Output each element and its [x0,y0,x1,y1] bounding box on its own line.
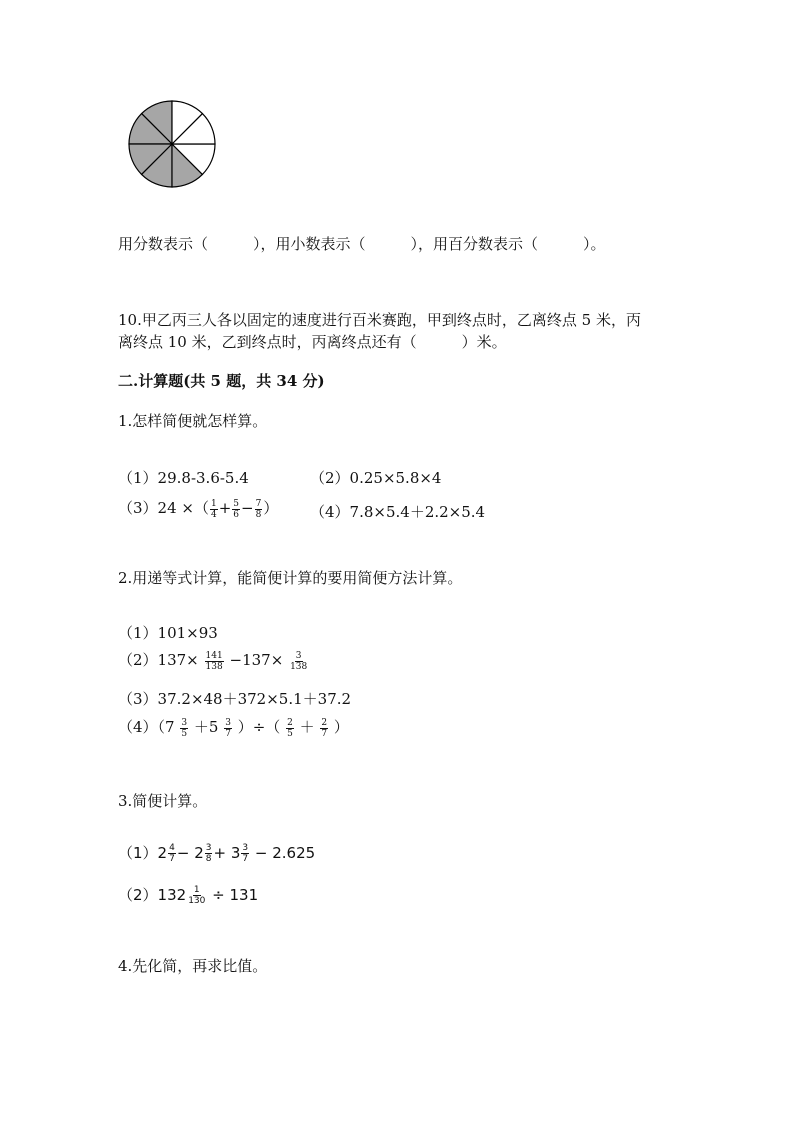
p2-item1: （1）101×93 [118,624,218,642]
p1-title: 1.怎样简便就怎样算。 [118,412,268,430]
p3-title: 3.简便计算。 [118,792,208,810]
p1-item2: （2）0.25×5.8×4 [310,469,442,487]
section2-title: 二.计算题(共 5 题，共 34 分) [118,372,325,390]
p2-item2: （2）137× $\frac{141}{138}$ −137× $\frac{3}{138}$ [118,650,308,672]
p4-title: 4.先化简，再求比值。 [118,957,268,975]
q10-line1: 10.甲乙丙三人各以固定的速度进行百米赛跑，甲到终点时，乙离终点 5 米，丙 [118,311,641,329]
p2-item4: （4）（7 $\frac{3}{5}$ ＋5 $\frac{3}{7}$ ）÷（ $\frac{2}{5}$ ＋ $\frac{2}{7}$ ） [118,717,349,739]
p1-item4: （4）7.8×5.4＋2.2×5.4 [310,503,486,521]
q10-line2: 离终点 10 米，乙到终点时，丙离终点还有（ ）米。 [118,333,507,351]
p2-item3: （3）37.2×48＋372×5.1＋37.2 [118,690,352,708]
fraction-pie-chart [126,98,218,190]
p3-item2: （2）132 $\frac{1}{130}$ ÷ 131 [118,885,259,906]
p2-title: 2.用递等式计算，能简便计算的要用简便方法计算。 [118,569,463,587]
p1-item1: （1）29.8-3.6-5.4 [118,469,249,487]
p1-item3: （3）24 ×（ $\frac{1}{4}$ + $\frac{5}{6}$ − $\frac{7}{8}$ ） [118,498,279,520]
q9-answer-line: 用分数表示（ ），用小数表示（ ），用百分数表示（ ）。 [118,235,606,253]
p3-item1: （1）2 $\frac{4}{7}$ − 2 $\frac{3}{8}$ + 3 $\frac{3}{7}$ − 2.625 [118,843,316,864]
